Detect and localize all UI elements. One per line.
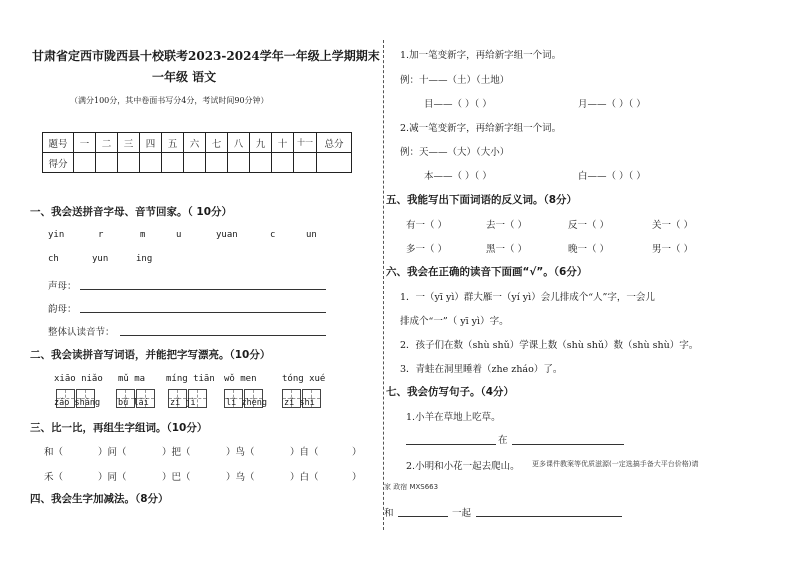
q6-sentence: 排成个“一”（ yī yì）字。 — [400, 316, 509, 327]
score-cell: 题号 — [43, 133, 74, 153]
score-cell: 十一 — [294, 133, 317, 153]
score-cell: 七 — [206, 133, 228, 153]
q1-syllable: yun — [92, 254, 109, 264]
q3-item: ）把（ — [162, 447, 191, 458]
q5-item: 反一（ ） — [568, 220, 610, 231]
q3-item: ）鸟（ — [226, 447, 255, 458]
score-input-cell[interactable] — [317, 153, 352, 173]
zhengti-answer-line[interactable] — [120, 335, 326, 336]
q7-connector: 在 — [498, 435, 508, 446]
q6-heading: 六、我会在正确的读音下面画“√”。（6分） — [386, 266, 588, 278]
watermark-text-2: 家 政宿 MXS663 — [384, 483, 439, 491]
q5-heading: 五、我能写出下面词语的反义词。（8分） — [386, 194, 578, 206]
q7-connector: 和 — [384, 508, 394, 519]
q5-item: 晚一（ ） — [568, 244, 610, 255]
q3-heading: 三、比一比，再组生字组词。（10分） — [30, 422, 208, 434]
q7-answer-line[interactable] — [406, 444, 496, 445]
score-cell: 五 — [162, 133, 184, 153]
score-input-cell[interactable] — [96, 153, 118, 173]
score-input-cell[interactable] — [206, 153, 228, 173]
q2-pinyin: xiāo niǎo — [54, 374, 103, 384]
zhengti-label: 整体认读音节： — [48, 327, 115, 338]
score-input-cell[interactable] — [74, 153, 96, 173]
exam-title: 甘肃省定西市陇西县十校联考2023-2024学年一年级上学期期末 — [32, 49, 380, 63]
q7-connector: 一起 — [452, 508, 472, 519]
q4-item: 本——（ ）（ ） — [424, 171, 492, 182]
score-cell: 四 — [140, 133, 162, 153]
score-cell: 一 — [74, 133, 96, 153]
q2-pinyin: wǒ men — [224, 374, 257, 384]
score-cell: 二 — [96, 133, 118, 153]
q6-sentence: 3．青蛙在洞里睡着（zhe zháo）了。 — [400, 364, 563, 375]
q1-syllable: r — [98, 230, 104, 240]
score-cell: 三 — [118, 133, 140, 153]
q6-sentence: 1．一（yī yì）群大雁一（yí yì）会儿排成个“人”字，一会儿 — [400, 292, 655, 303]
q5-item: 有一（ ） — [406, 220, 448, 231]
q4-item: 目——（ ）（ ） — [424, 99, 492, 110]
q2-pinyin: zǐ shì — [284, 398, 315, 408]
q4-sub2: 2.减一笔变新字，再给新字组一个词。 — [400, 123, 562, 134]
q4-example1: 例：十——（土）（土地） — [400, 75, 510, 86]
q1-syllable: m — [140, 230, 146, 240]
q7-heading: 七、我会仿写句子。（4分） — [386, 386, 515, 398]
q3-item: 禾（ — [44, 472, 64, 483]
q4-sub1: 1.加一笔变新字，再给新字组一个词。 — [400, 50, 562, 61]
q2-pinyin: mǔ ma — [118, 374, 146, 384]
score-input-cell[interactable] — [140, 153, 162, 173]
q7-answer-line[interactable] — [398, 516, 448, 517]
q7-example2: 2.小明和小花一起去爬山。 — [406, 461, 520, 472]
q5-item: 男一（ ） — [652, 244, 694, 255]
q3-item: ） — [352, 472, 362, 483]
q2-pinyin: bǔ lǎi — [118, 398, 149, 408]
q3-item: ）问（ — [98, 447, 127, 458]
watermark-text: 更多课件教案等优质滋源(一定选搞手备大平台价格)请 — [532, 460, 699, 468]
q2-heading: 二、我会读拼音写词语，并能把字写漂亮。（10分） — [30, 349, 271, 361]
exam-subtitle: 一年级 语文 — [152, 70, 217, 84]
q3-item: ） — [352, 447, 362, 458]
q4-item: 白——（ ）（ ） — [578, 171, 646, 182]
q1-syllable: un — [306, 230, 317, 240]
q3-item: ）同（ — [98, 472, 127, 483]
q2-pinyin: zǎo shàng — [54, 398, 101, 408]
q3-item: ）自（ — [290, 447, 319, 458]
q3-item: ）白（ — [290, 472, 319, 483]
score-input-cell[interactable] — [294, 153, 317, 173]
q2-pinyin: míng tiān — [166, 374, 215, 384]
score-input-cell[interactable] — [250, 153, 272, 173]
score-cell: 得分 — [43, 153, 74, 173]
q4-heading: 四、我会生字加减法。（8分） — [30, 493, 169, 505]
shengmu-answer-line[interactable] — [80, 289, 326, 290]
q1-syllable: yin — [48, 230, 65, 240]
q1-syllable: u — [176, 230, 182, 240]
q2-pinyin: zǐ jì — [170, 398, 196, 408]
q7-answer-line[interactable] — [512, 444, 624, 445]
q5-item: 多一（ ） — [406, 244, 448, 255]
score-cell: 八 — [228, 133, 250, 153]
q1-syllable: ch — [48, 254, 59, 264]
score-cell: 九 — [250, 133, 272, 153]
yunmu-answer-line[interactable] — [80, 312, 326, 313]
q3-item: ）巴（ — [162, 472, 191, 483]
score-input-cell[interactable] — [272, 153, 294, 173]
score-input-cell[interactable] — [228, 153, 250, 173]
score-input-cell[interactable] — [118, 153, 140, 173]
q7-example1: 1.小羊在草地上吃草。 — [406, 412, 501, 423]
q4-item: 月——（ ）（ ） — [578, 99, 646, 110]
score-table-header-row — [43, 133, 352, 153]
q3-item: ）乌（ — [226, 472, 255, 483]
q2-pinyin: tóng xué — [282, 374, 326, 384]
score-input-cell[interactable] — [184, 153, 206, 173]
score-cell: 总分 — [317, 133, 352, 153]
score-table — [42, 132, 352, 173]
exam-note: （满分100分，其中卷面书写分4分，考试时间90分钟） — [70, 96, 269, 105]
shengmu-label: 声母： — [48, 281, 77, 292]
q1-syllable: ing — [136, 254, 153, 264]
yunmu-label: 韵母： — [48, 304, 77, 315]
q7-answer-line[interactable] — [476, 516, 622, 517]
q1-heading: 一、我会送拼音字母、音节回家。（ 10分） — [30, 206, 233, 218]
q3-item: 和（ — [44, 447, 64, 458]
q4-example2: 例：天——（大）（大小） — [400, 147, 510, 158]
score-cell: 十 — [272, 133, 294, 153]
q5-item: 黑一（ ） — [486, 244, 528, 255]
score-cell: 六 — [184, 133, 206, 153]
q1-syllable: c — [270, 230, 276, 240]
center-divider — [383, 40, 384, 530]
score-table-score-row — [43, 153, 352, 173]
q1-syllable: yuan — [216, 230, 238, 240]
q6-sentence: 2．孩子们在数（shù shǔ）学课上数（shù shǔ）数（shù shù）字。 — [400, 340, 699, 351]
q2-pinyin: lǐ zhèng — [226, 398, 267, 408]
q5-item: 去一（ ） — [486, 220, 528, 231]
score-input-cell[interactable] — [162, 153, 184, 173]
q5-item: 关一（ ） — [652, 220, 694, 231]
